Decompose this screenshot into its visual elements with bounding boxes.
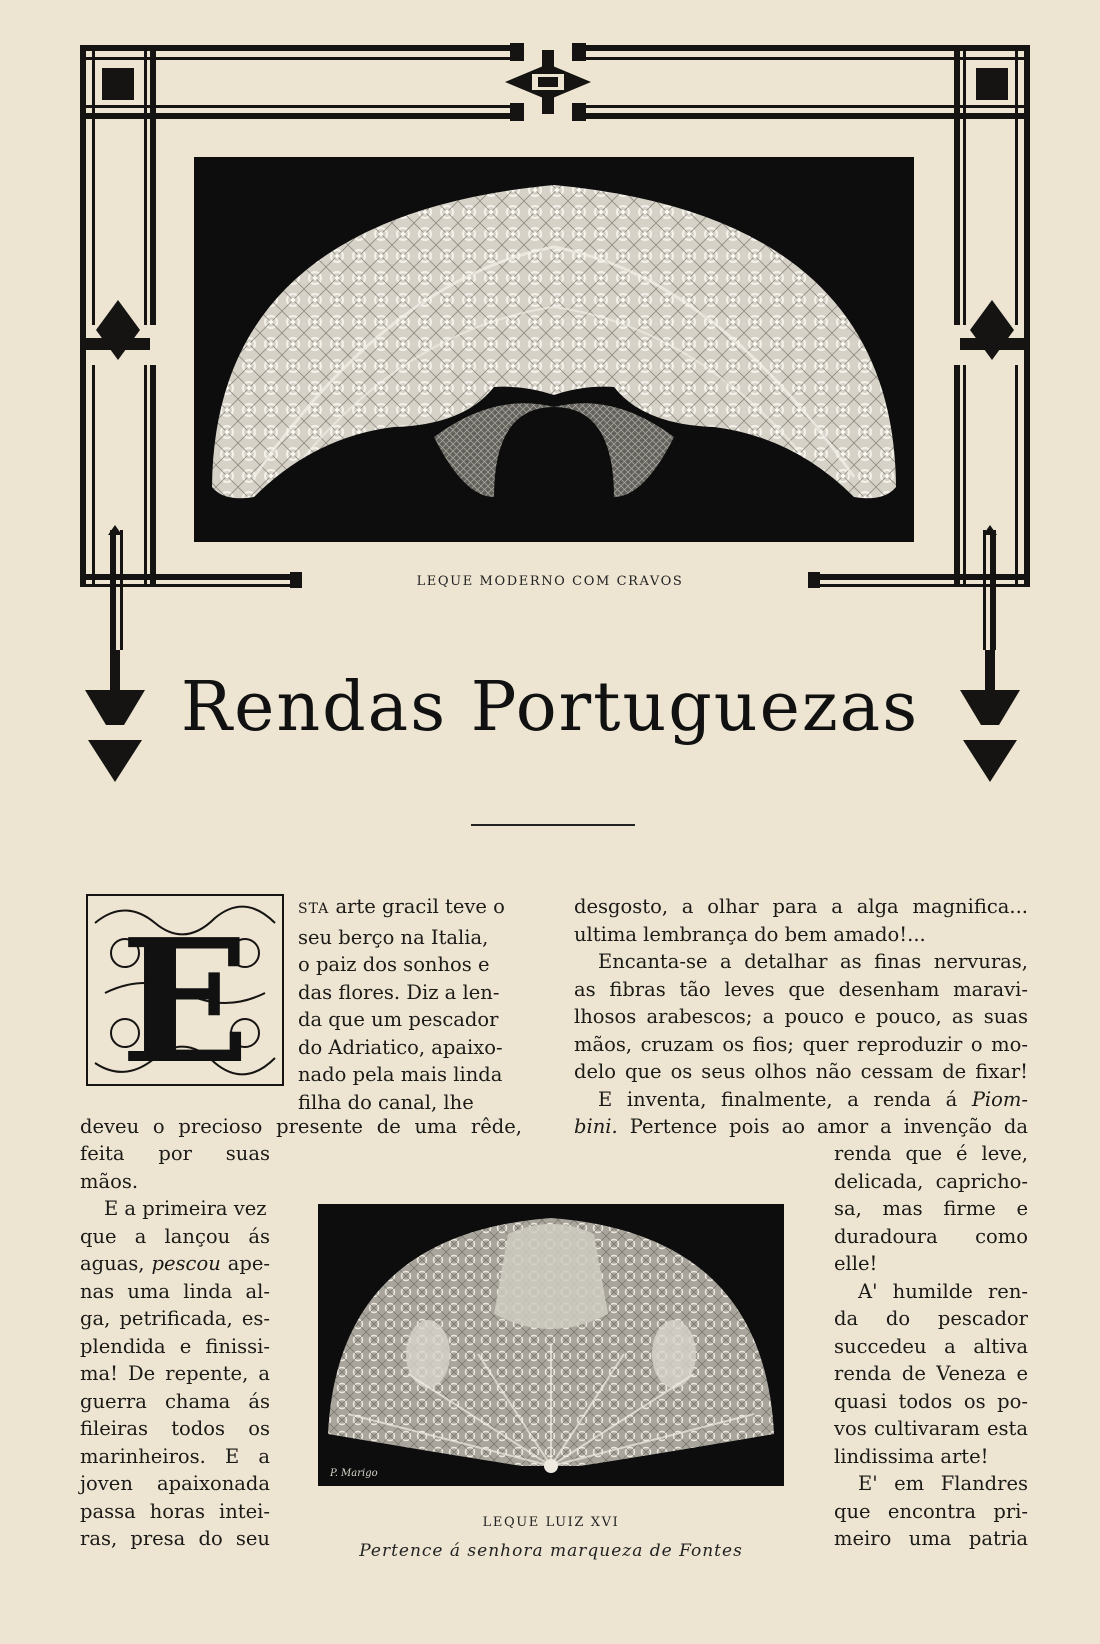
text-line: das flores. Diz a len- — [298, 980, 500, 1004]
text-line: arte gracil teve o — [335, 895, 505, 918]
text-line: nado pela mais linda — [298, 1063, 503, 1086]
photographer-signature: P. Marigo — [330, 1468, 378, 1479]
text-line: delo que os seus olhos não cessam de fixar! — [574, 1060, 1028, 1083]
text-line: ga, petrificada, es- — [80, 1307, 270, 1330]
lead-word: STA — [298, 901, 330, 917]
text-line: renda de Veneza e — [834, 1362, 1028, 1385]
text-line: filha do canal, lhe — [298, 1090, 474, 1114]
text-line: nas uma linda al- — [80, 1279, 270, 1303]
bottom-figure-caption: LEQUE LUIZ XVI — [482, 1515, 620, 1530]
text-line: do Adriatico, apaixo- — [298, 1035, 503, 1059]
text-line: mãos. — [80, 1169, 139, 1193]
text-line: guerra chama ás — [80, 1389, 270, 1413]
lace-fan-photo-top — [194, 157, 914, 542]
ornamental-drop-cap — [85, 893, 285, 1087]
text-line: E' em Flandres — [858, 1472, 1028, 1495]
text-line: mãos, cruzam os fios; quer reproduzir o mo- — [574, 1032, 1028, 1056]
col2-wide — [574, 893, 1028, 1141]
text-line: duradoura como — [834, 1224, 1028, 1248]
text-line: E a primeira vez — [104, 1197, 267, 1220]
text-line: lindissima arte! — [834, 1444, 989, 1468]
text-line: Encanta-se a detalhar as finas nervuras, — [598, 950, 1028, 973]
text-line: Pertence pois ao amor a invenção da — [629, 1115, 1028, 1138]
text-line: marinheiros. E a — [80, 1444, 270, 1468]
text-line: aguas, — [80, 1252, 145, 1275]
text-line: ultima lembrança do bem amado!... — [574, 922, 926, 946]
text-line: meiro uma patria — [834, 1527, 1028, 1550]
text-line: renda que é leve, — [834, 1142, 1028, 1165]
text-line: o paiz dos sonhos e — [298, 953, 490, 976]
text-line: sa, mas firme e — [834, 1197, 1028, 1220]
top-figure-caption: LEQUE MODERNO COM CRAVOS — [416, 574, 684, 589]
bottom-figure-subcaption: Pertence á senhora marqueza de Fontes — [359, 1541, 743, 1561]
text-line: seu berço na Italia, — [298, 925, 489, 949]
text-line: que encontra pri- — [834, 1499, 1028, 1523]
text-line: vos cultivaram esta — [834, 1417, 1028, 1440]
text-line: joven apaixonada — [80, 1472, 270, 1495]
italic-word: bini. — [574, 1115, 618, 1138]
text-line: ras, presa do seu — [80, 1527, 270, 1550]
drop-cap-letter: E — [120, 902, 250, 1087]
text-line: plendida e finissi- — [80, 1334, 270, 1358]
luiz-xvi-fan-illustration — [318, 1204, 784, 1486]
col1-beside-dropcap — [298, 893, 522, 1116]
text-line: desgosto, a olhar para a alga magnifica... — [574, 895, 1028, 918]
text-line: quasi todos os po- — [834, 1389, 1028, 1413]
article-title: Rendas Portuguezas — [180, 668, 920, 747]
col1-narrow — [80, 1140, 270, 1553]
text-line: passa horas intei- — [80, 1499, 270, 1523]
text-line: as fibras tão leves que desenham maravi- — [574, 977, 1028, 1001]
text-line: que a lançou ás — [80, 1224, 270, 1248]
text-line: da que um pescador — [298, 1008, 499, 1031]
text-line: ma! De repente, a — [80, 1362, 270, 1385]
text-line: succedeu a altiva — [834, 1334, 1028, 1358]
lace-fan-illustration — [194, 157, 914, 542]
text-line: A' humilde ren- — [858, 1279, 1028, 1303]
text-line: E inventa, finalmente, a renda á — [598, 1087, 958, 1111]
text-line: deveu o precioso presente de uma rêde, — [80, 1115, 522, 1138]
italic-word: Piom- — [971, 1087, 1028, 1111]
text-line: ape- — [227, 1252, 270, 1275]
title-divider — [471, 824, 635, 826]
text-line: da do pescador — [834, 1307, 1028, 1330]
text-line: feita por suas — [80, 1142, 270, 1165]
lace-fan-photo-bottom — [318, 1204, 784, 1486]
italic-word: pescou — [151, 1252, 221, 1275]
text-line: lhosos arabescos; a pouco e pouco, as suas — [574, 1005, 1028, 1028]
text-line: fileiras todos os — [80, 1417, 270, 1440]
col1-wide-line — [80, 1113, 522, 1141]
col2-narrow — [834, 1140, 1028, 1553]
text-line: elle! — [834, 1252, 878, 1275]
text-line: delicada, capricho- — [834, 1169, 1028, 1193]
